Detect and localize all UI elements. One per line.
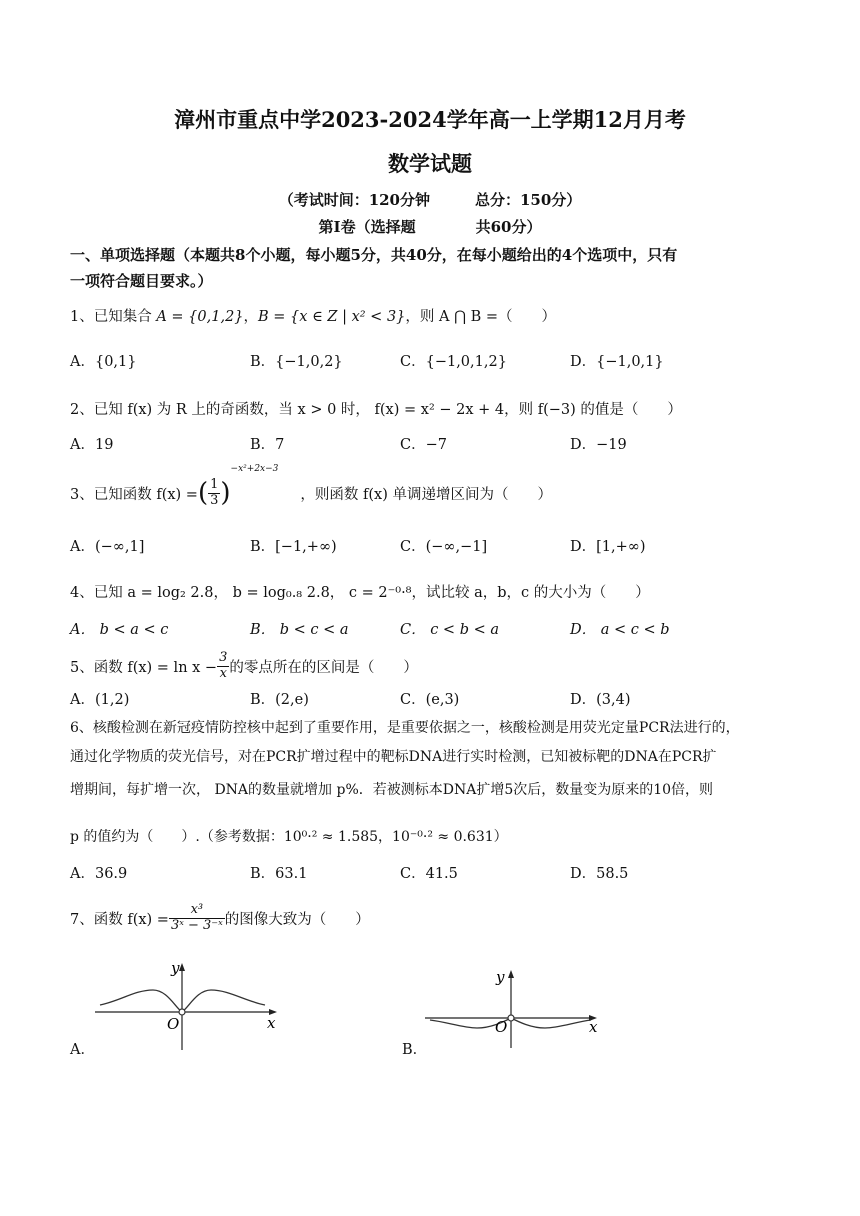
graph-b-origin-hole [508,1015,514,1021]
graph-a-x-label: x [267,1014,276,1032]
q5-option-d: D．(3,4) [570,692,631,708]
graph-b-origin-label: O [495,1018,508,1036]
graph-a-origin-label: O [167,1015,180,1033]
q7-option-a-label: A． [70,1042,95,1058]
q7-option-b-label: B． [402,1042,428,1058]
q3-stem-b: ，则函数 f(x) 单调递增区间为（ ） [300,486,552,503]
q7-frac-den: 3ˣ − 3⁻ˣ [170,917,223,933]
q7-fraction [169,903,225,933]
q6-option-d: D．58.5 [570,866,629,882]
graph-a-origin-hole [179,1009,185,1015]
q3-base-fraction [208,478,220,508]
q4-option-a: A． b < a < c [70,622,169,638]
q5-stem-b: 的零点所在的区间是（ ） [229,659,418,676]
q1-sep: ， [243,309,259,325]
q4-option-d: D． a < c < b [570,622,670,638]
q1-option-d: D．{−1,0,1} [570,354,664,370]
volume-heading: 第Ⅰ卷（选择题 共60分） [318,218,542,236]
q1-set-b: B = {x ∈ Z | x² < 3} [258,309,406,325]
q5-fraction [217,651,229,681]
q6-option-c: C．41.5 [400,866,458,882]
section-heading-line2: 一项符合题目要求。） [70,272,213,290]
section-heading-line1: 一、单项选择题（本题共8个小题，每小题5分，共40分，在每小题给出的4个选项中，只有 [70,246,678,264]
q5-option-b: B．(2,e) [250,692,309,708]
q3-option-c: C．(−∞,−1] [400,539,488,555]
q3-base-num: 1 [210,477,219,493]
q2-option-d: D．−19 [570,437,627,453]
graph-b-x-label: x [589,1018,598,1036]
q1-stem-b: ，则 A ⋂ B =（ ） [405,309,557,325]
q3-option-a: A．(−∞,1] [70,539,145,555]
q1-stem-a: 1、已知集合 [70,309,157,325]
q5-option-c: C．(e,3) [400,692,460,708]
q7-graph-a [95,955,285,1055]
question-6-line1: 6、核酸检测在新冠疫情防控核中起到了重要作用，是重要依据之一，核酸检测是用荧光定量PCR法进行的， [70,720,740,736]
question-1-stem [70,305,795,326]
question-6-line3: 增期间，每扩增一次， DNA的数量就增加 p%．若被测标本DNA扩增5次后，数量变为原来的10倍，则 [70,782,714,798]
q7-stem-b: 的图像大致为（ ） [224,911,370,928]
q2-option-c: C．−7 [400,437,447,453]
q3-exponent: −x²+2x−3 [230,464,279,474]
q6-option-a: A．36.9 [70,866,128,882]
exam-title: 漳州市重点中学2023-2024学年高一上学期12月月考 [174,107,686,132]
q5-stem-a: 5、函数 f(x) = ln x − [70,659,218,676]
q5-frac-num: 3 [219,650,228,666]
q4-option-c: C． c < b < a [400,622,499,638]
question-3-stem: 3、已知函数 f(x) = ( $\frac{1}{3}$ ) −x²+2x−3 ，则函数 f(x) 单调递增区间为（ ） [70,464,552,508]
q3-option-b: B．[−1,+∞) [250,539,337,555]
q7-frac-num: x³ [169,903,225,918]
q6-option-b: B．63.1 [250,866,308,882]
question-2-stem: 2、已知 f(x) 为 R 上的奇函数，当 x > 0 时， f(x) = x² − 2x + 4，则 f(−3) 的值是（ ） [70,402,682,418]
graph-b-y-label: y [496,968,505,986]
q4-option-b: B． b < c < a [250,622,349,638]
exam-info: （考试时间：120分钟 总分：150分） [278,191,582,209]
q7-graph-b [425,962,615,1052]
q2-option-a: A．19 [70,437,114,453]
question-7-stem [70,896,795,940]
question-6-line4: p 的值约为（ ）.（参考数据：10⁰·² ≈ 1.585，10⁻⁰·² ≈ 0.631） [70,829,508,845]
question-4-stem: 4、已知 a = log₂ 2.8， b = log₀.₈ 2.8， c = 2⁻⁰·⁸，试比较 a，b，c 的大小为（ ） [70,585,650,601]
graph-b-y-arrow [508,970,514,978]
q3-base-den: 3 [210,492,219,508]
q1-option-a: A．{0,1} [70,354,137,370]
q5-option-a: A．(1,2) [70,692,130,708]
q2-option-b: B．7 [250,437,285,453]
q1-option-c: C．{−1,0,1,2} [400,354,507,370]
q3-option-d: D．[1,+∞) [570,539,646,555]
question-5-stem [70,646,795,686]
q7-stem-a: 7、函数 f(x) = [70,911,169,928]
question-6-line2: 通过化学物质的荧光信号，对在PCR扩增过程中的靶标DNA进行实时检测，已知被标靶的DNA在PCR扩 [70,749,717,765]
exam-subtitle: 数学试题 [388,151,472,176]
graph-a-y-arrow [179,963,185,971]
q5-frac-den: x [219,665,227,681]
q1-option-b: B．{−1,0,2} [250,354,343,370]
q3-stem-a: 3、已知函数 f(x) = [70,486,198,503]
graph-a-y-label: y [171,959,180,977]
q1-set-a: A = {0,1,2} [156,309,244,325]
